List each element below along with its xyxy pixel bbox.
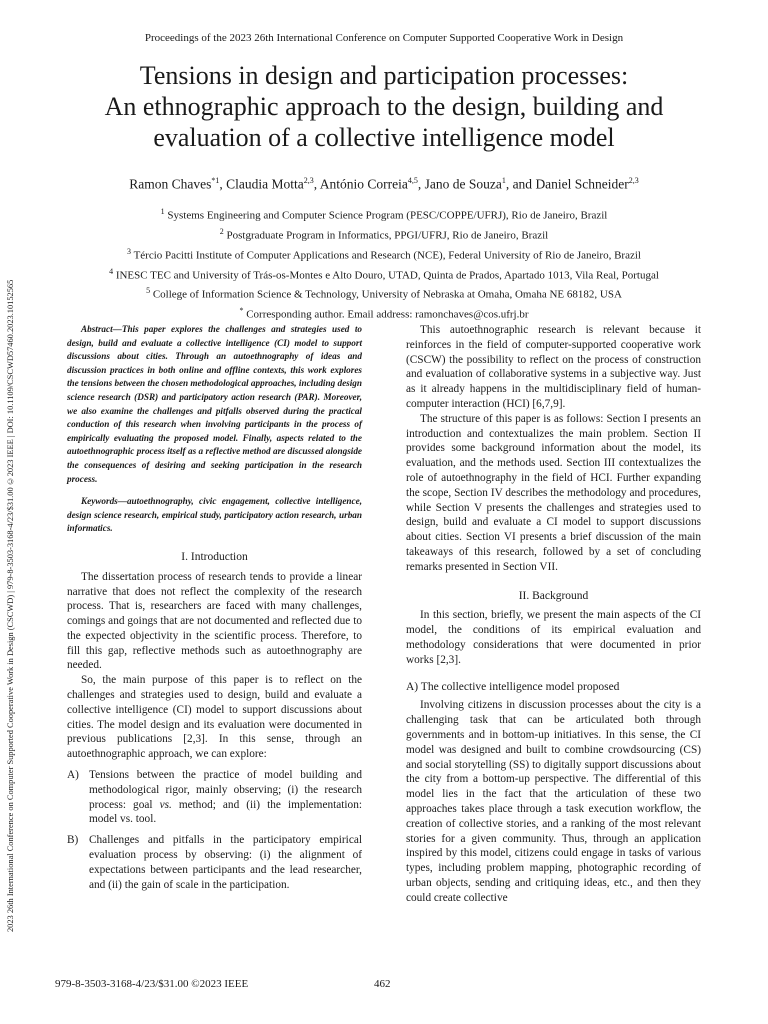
left-column [67,323,362,892]
author-name: Ramon Chaves [129,176,212,192]
list-item-label: B) [67,834,79,847]
author-affiliation-mark: 4,5 [407,176,418,185]
author-separator: , and [505,176,536,192]
background-paragraph-2: Involving citizens in discussion processes about the city is a challenging task that can be articulated both through governments and in bottom-up initiatives. In this sense, the CI model was designed and built to combine crowdsourcing (CS) and social storytelling (SS) to digitally support discussions about the city from a bottom-up perspective. The differential of this model lies in the fact that the articulation of these two approaches takes place through a task execution workflow, the creation of collective stories, and a ranking of the most relevant stories for a given community. Thus, through an application inspired by this model, citizens could engage in tasks of various types, including problem mapping, photographic recording of urban objects, sending and critiquing ideas, etc., and then they could create collective [406,699,701,904]
affiliation [60,224,708,244]
abstract: Abstract—This paper explores the challenges and strategies used to design, build and evaluate a collective intelligence (CI) model to support discussions about cities. Through an autoethnography of ideas and discussion practices in both online and offline contexts, this work explores the tensions between the chosen methodological approaches, including design science research (DSR) and participatory action research (PAR). Moreover, we also examine the challenges and pitfalls observed during the practical conduction of this research when involving participants in the process of empirically evaluating the proposed model. Finally, aspects related to the autoethnographic process itself as a reflective method are discussed alongside the consequences of desiring and seeking participation in the research process. [67,324,362,484]
author-separator: , [219,176,227,192]
intro-paragraph-1: The dissertation process of research tends to provide a linear narrative that does not reflect the complexity of the research process. That is, researchers are faced with many challenges, comings and goings that are not documented and reflected due to the expected objectivity in the scientific process. Therefore, to fill this gap, reflective methods such as autoethnography are needed. [67,570,362,672]
intro-paragraph-3: This autoethnographic research is relevant because it reinforces in the field of computer-supported cooperative work (CSCW) the possibility to reflect on the process of construction and evaluation of collaborative systems in a subjective way. Just as it already happens in the multidisciplinary field of human-computer interaction (HCI) [6,7,9]. [406,324,701,410]
affiliation [60,244,708,264]
author-affiliation-mark: 2,3 [303,176,314,185]
affiliation-text: Postgraduate Program in Informatics, PPGI/UFRJ, Rio de Janeiro, Brazil [226,229,549,242]
intro-paragraph-2: So, the main purpose of this paper is to reflect on the challenges and strategies used to design, build and evaluate a collective intelligence (CI) model to support discussions about cities. The model design and its evaluation were documented in previous publications [2,3]. In this sense, through an autoethnographic approach, we can explore: [67,674,362,761]
page-number: 462 [374,978,391,990]
keywords: Keywords—autoethnography, civic engagement, collective intelligence, design science research, empirical study, participatory action research, urban informatics. [67,496,362,534]
list-item-emphasis: vs. [159,798,172,811]
background-paragraph-1: In this section, briefly, we present the main aspects of the CI model, the conditions of its empirical evaluation and methodology considerations that were documented in prior works [2,3]. [406,609,701,666]
affiliation-text: Tércio Pacitti Institute of Computer Applications and Research (NCE), Federal University of Rio de Janeiro, Brazil [133,249,641,262]
affiliation-text: INESC TEC and University of Trás-os-Montes e Alto Douro, UTAD, Quinta de Prados, Apartado 1013, Vila Real, Portugal [115,269,659,282]
author-separator: , [313,176,320,192]
affiliation-mark: 5 [146,286,151,296]
list-item-text: Challenges and pitfalls in the participatory empirical evaluation process by observing: (i) the alignment of expectations between participants and the lead researcher, and (ii) the gain of scale in the participation. [89,834,362,891]
title-line-3: evaluation of a collective intelligence model [153,123,615,152]
intro-paragraph-4: The structure of this paper is as follows: Section I presents an introduction and contextualizes the main problem. Section II provides some background information about the model, its evaluation, and the methods used. Section III contextualizes the role of autoethnography in the field of HCI. Further expanding the scope, Section IV describes the methodology and procedures, while Section V presents the challenges and strategies used to design, build and evaluate a CI model to support discussions about cities. Section VI presents a brief discussion of the main takeaways of this research, followed by a set of concluding remarks presented in Section VII. [406,412,701,573]
section-heading-background: II. Background [518,589,589,602]
affiliation-mark: 4 [109,266,114,276]
list-item-text-part: method; and (ii) the implementation: model vs. tool. [89,798,362,826]
author-list [60,176,708,193]
affiliation-text: Corresponding author. Email address: ramonchaves@cos.ufrj.br [246,308,529,321]
affiliation-list [60,204,708,323]
doi-side-strip: 2023 26th International Conference on Computer Supported Cooperative Work in Design (CSCWD) | 979-8-3503-3168-4/23/$31.00 ©2023 IEEE | DOI: 10.1109/CSCWD57460.2023.10152565 [6,279,15,932]
list-item-label: A) [67,769,79,782]
affiliation [60,283,708,303]
author-affiliation-mark: 1 [501,176,506,185]
affiliation-mark: * [239,306,244,316]
footer-isbn: 979-8-3503-3168-4/23/$31.00 ©2023 IEEE [55,978,249,990]
author-name: Claudia Motta [226,176,304,192]
author-name: Jano de Souza [424,176,502,192]
corresponding-author [60,303,708,323]
affiliation-mark: 3 [127,246,132,256]
author-affiliation-mark: 2,3 [628,176,639,185]
affiliation [60,264,708,284]
author-affiliation-mark: *1 [211,176,220,185]
section-heading-introduction: I. Introduction [181,550,248,563]
list-item-text-part: Tensions between the practice of model building and methodological rigor, mainly observing; (i) the research process: goal [89,769,362,811]
list-item [67,768,362,827]
list-item-text [89,768,362,827]
paper-title [60,60,708,153]
affiliation-mark: 2 [219,226,224,236]
author-separator: , [417,176,425,192]
conference-header: Proceedings of the 2023 26th International Conference on Computer Supported Cooperative Work in Design [144,32,624,44]
affiliation-mark: 1 [160,207,165,216]
author-name: Daniel Schneider [535,176,629,192]
list-item [67,833,362,892]
right-column [406,323,701,905]
affiliation-text: Systems Engineering and Computer Science Program (PESC/COPPE/UFRJ), Rio de Janeiro, Brazil [167,209,608,222]
subsection-heading-ci-model: A) The collective intelligence model proposed [406,680,620,693]
title-line-2: An ethnographic approach to the design, building and [104,92,664,121]
title-line-1: Tensions in design and participation processes: [139,61,629,90]
affiliation-text: College of Information Science & Technology, University of Nebraska at Omaha, Omaha NE 68182, USA [152,289,622,302]
author-name: António Correia [319,176,408,192]
affiliation [60,204,708,224]
